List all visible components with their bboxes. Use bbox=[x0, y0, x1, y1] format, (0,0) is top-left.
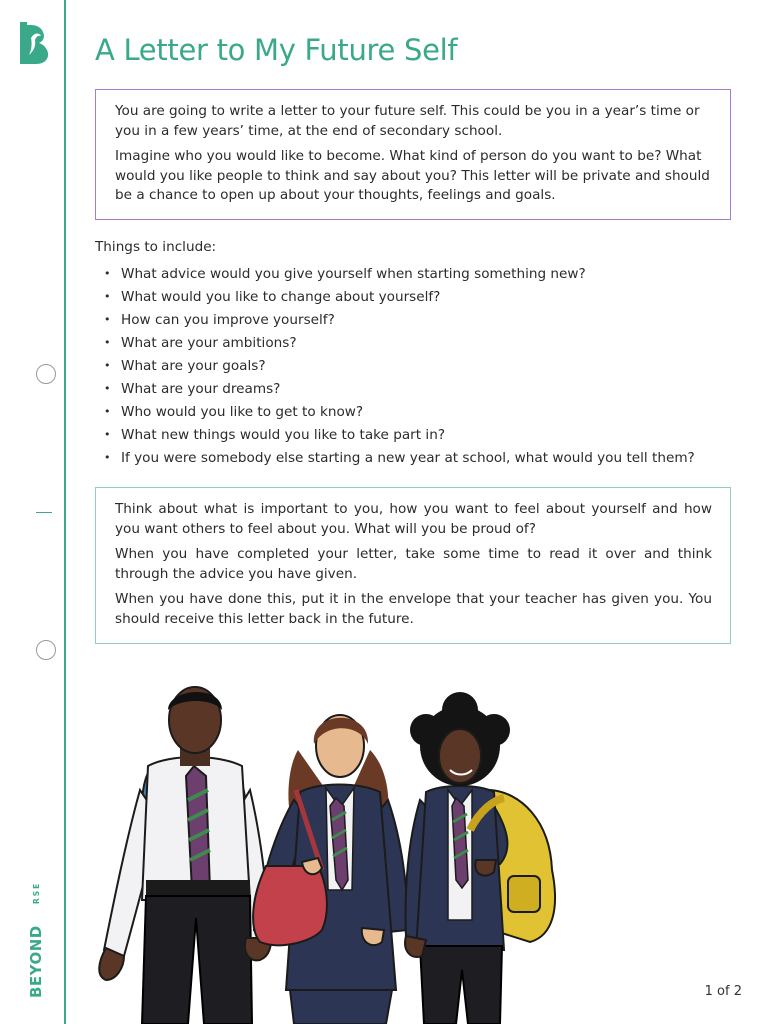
things-heading: Things to include: bbox=[95, 239, 217, 255]
bullet-icon: • bbox=[104, 405, 111, 418]
list-item: • What are your dreams? bbox=[104, 379, 695, 402]
reflection-paragraph: When you have done this, put it in the envelope that your teacher has given you. You should receive this letter back in the future. bbox=[115, 591, 712, 627]
brand-subname: RSE bbox=[32, 881, 41, 904]
bullet-icon: • bbox=[104, 336, 111, 349]
margin-line bbox=[64, 0, 66, 1024]
reflection-paragraph: Think about what is important to you, how you want to feel about yourself and how you want others to feel about you. What will you be proud of? bbox=[115, 501, 712, 537]
reflection-box bbox=[95, 487, 731, 644]
punch-hole bbox=[36, 364, 56, 384]
bullet-icon: • bbox=[104, 382, 111, 395]
intro-paragraph: You are going to write a letter to your future self. This could be you in a year’s time or you in a few years’ time, at the end of secondary school. bbox=[115, 103, 700, 139]
page-title: A Letter to My Future Self bbox=[95, 33, 458, 67]
bullet-icon: • bbox=[104, 451, 111, 464]
list-item: • Who would you like to get to know? bbox=[104, 402, 695, 425]
things-list bbox=[104, 264, 695, 471]
punch-hole bbox=[36, 640, 56, 660]
list-item: • If you were somebody else starting a new year at school, what would you tell them? bbox=[104, 448, 695, 471]
brand-name: BEYOND bbox=[27, 925, 45, 998]
intro-box bbox=[95, 89, 731, 220]
student-middle bbox=[253, 715, 408, 1024]
list-item: • What new things would you like to take part in? bbox=[104, 425, 695, 448]
three-students-illustration bbox=[90, 680, 610, 1024]
list-item: • What are your goals? bbox=[104, 356, 695, 379]
bullet-icon: • bbox=[104, 428, 111, 441]
list-item: • What advice would you give yourself when starting something new? bbox=[104, 264, 695, 287]
bullet-icon: • bbox=[104, 267, 111, 280]
fold-mark bbox=[36, 512, 52, 513]
brand-wordmark bbox=[24, 880, 48, 1000]
student-right bbox=[405, 692, 555, 1024]
list-item: • How can you improve yourself? bbox=[104, 310, 695, 333]
bullet-icon: • bbox=[104, 290, 111, 303]
list-item: • What are your ambitions? bbox=[104, 333, 695, 356]
page-number: 1 of 2 bbox=[704, 984, 742, 999]
bullet-icon: • bbox=[104, 359, 111, 372]
reflection-paragraph: When you have completed your letter, take some time to read it over and think through the advice you have given. bbox=[115, 546, 712, 582]
student-left bbox=[99, 687, 270, 1024]
bullet-icon: • bbox=[104, 313, 111, 326]
beyond-b-logo-icon bbox=[14, 20, 52, 66]
intro-paragraph: Imagine who you would like to become. What kind of person do you want to be? What would you like people to think and say about you? This letter will be private and should be a chance to open up about your thoughts, feelings and goals. bbox=[115, 148, 710, 203]
list-item: • What would you like to change about yourself? bbox=[104, 287, 695, 310]
